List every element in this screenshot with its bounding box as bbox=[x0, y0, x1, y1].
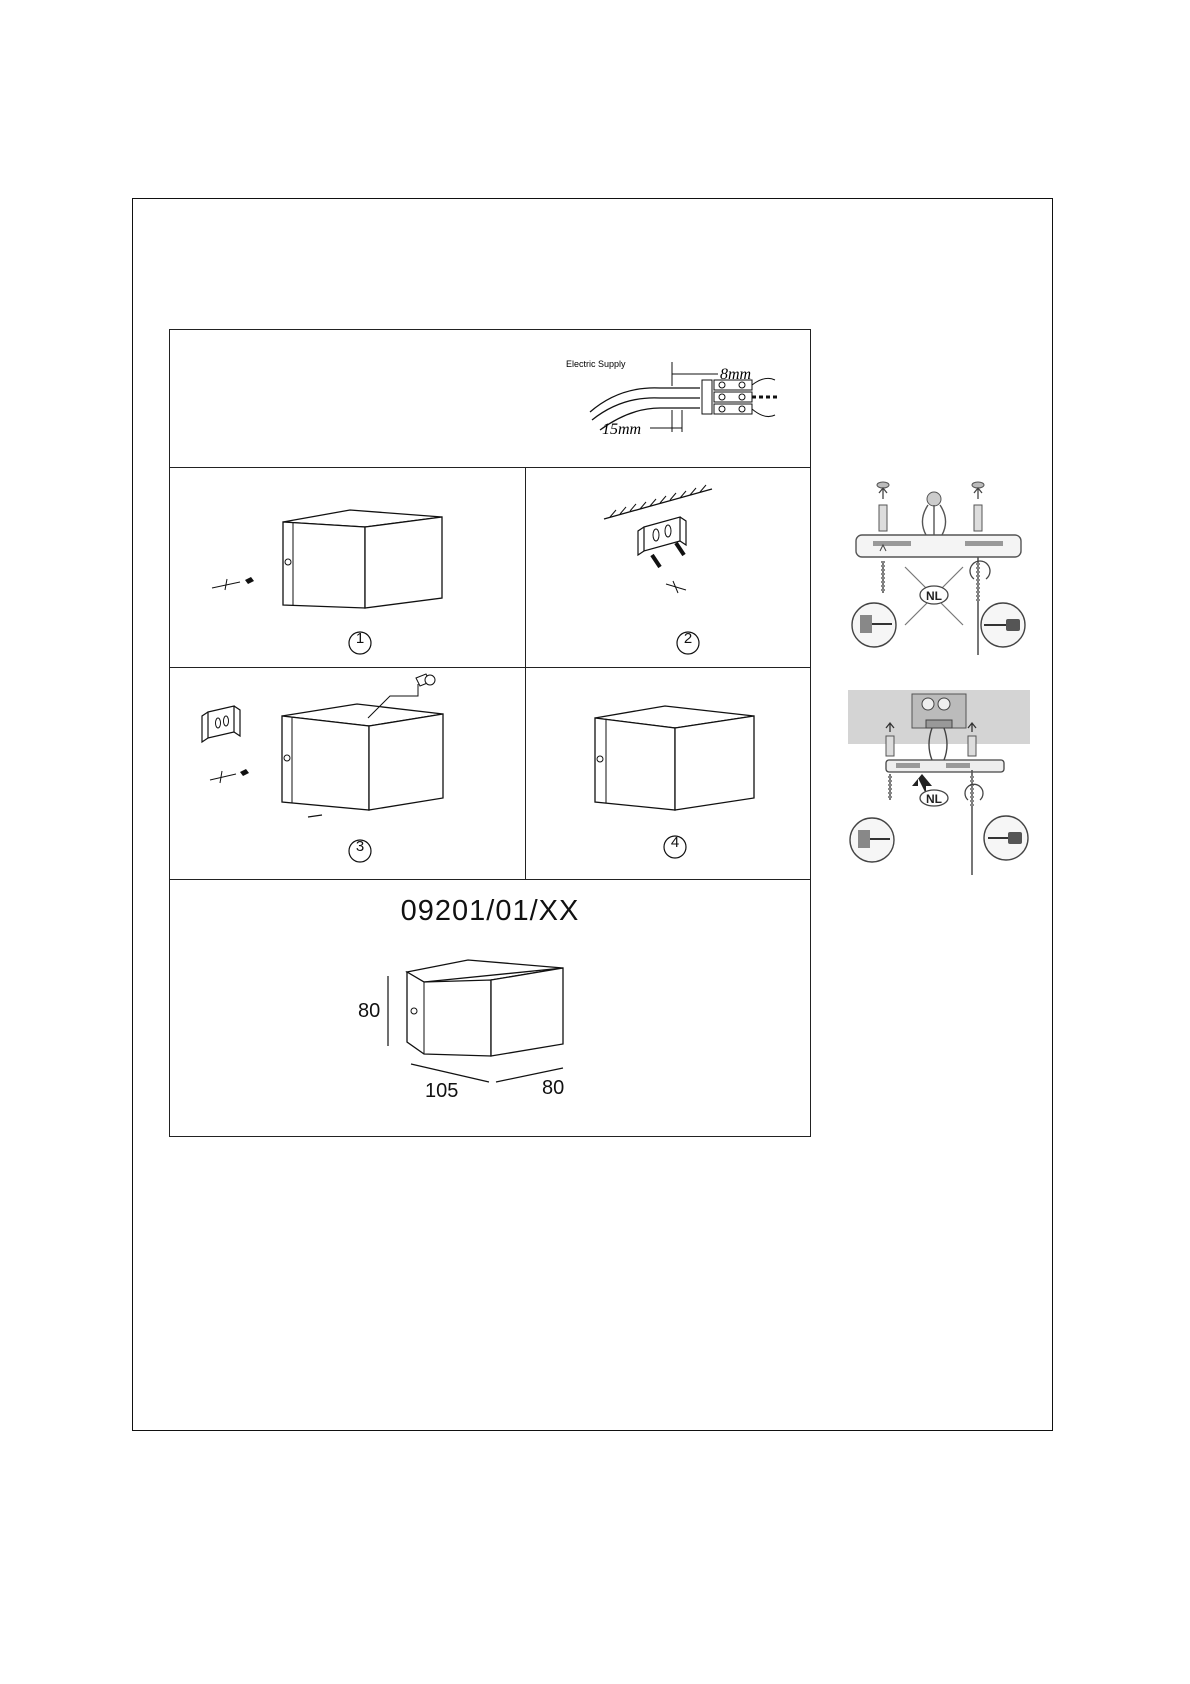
step-2-illustration bbox=[600, 485, 720, 595]
step-1-number: 1 bbox=[355, 630, 365, 647]
bottom-badge-label: NL bbox=[926, 792, 942, 806]
model-number: 09201/01/XX bbox=[400, 895, 580, 927]
step-2-number: 2 bbox=[683, 630, 693, 647]
height-dimension: 80 bbox=[358, 1000, 381, 1022]
dimensions-divider bbox=[169, 879, 811, 880]
step-3-number: 3 bbox=[355, 838, 365, 855]
step-3-illustration bbox=[200, 668, 460, 823]
ceiling-mount-figure-top bbox=[848, 475, 1033, 660]
step-4-number: 4 bbox=[670, 834, 680, 851]
ceiling-mount-figure-bottom bbox=[848, 690, 1033, 875]
top-badge-label: NL bbox=[926, 589, 942, 603]
strip-length-label: 8mm bbox=[720, 366, 752, 383]
sheath-length-label: 15mm bbox=[602, 421, 642, 438]
depth-dimension: 80 bbox=[542, 1077, 565, 1099]
wiring-divider bbox=[169, 467, 811, 468]
step-column-divider bbox=[525, 467, 526, 879]
step-4-illustration bbox=[590, 700, 770, 815]
electric-supply-label: Electric Supply bbox=[566, 359, 626, 369]
width-dimension: 105 bbox=[425, 1080, 459, 1102]
wiring-diagram bbox=[560, 350, 800, 450]
step-1-illustration bbox=[205, 500, 455, 620]
